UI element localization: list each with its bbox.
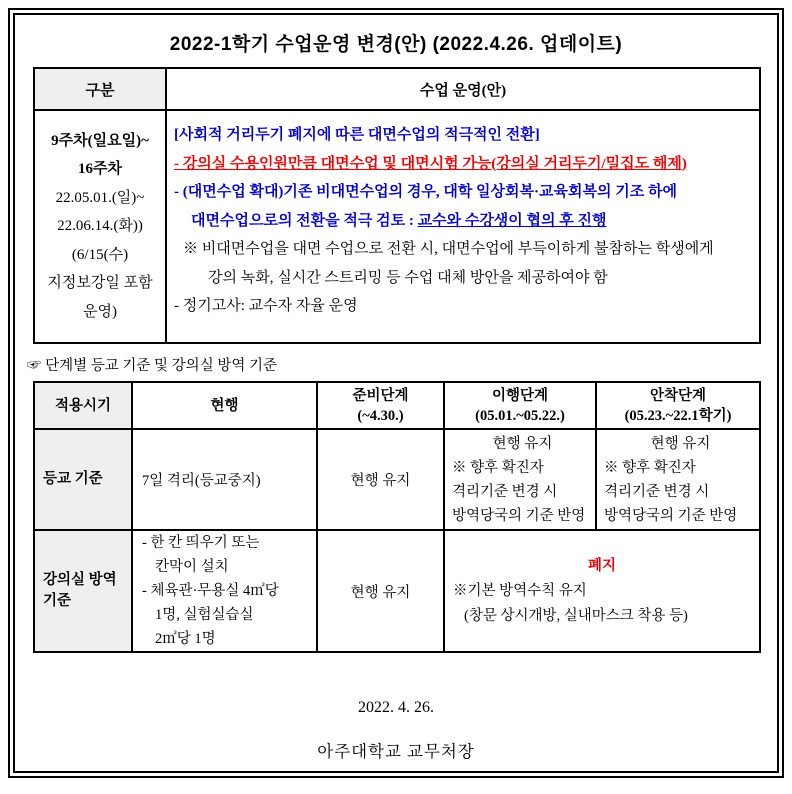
stage-line: 현행 유지 [492, 435, 553, 452]
current-line: - 한 칸 띄우기 또는 [142, 535, 260, 551]
header-line: (~4.30.) [357, 407, 404, 424]
header-line: 이행단계 [491, 387, 549, 404]
stage-line: ※ 향후 확진자 [452, 459, 544, 476]
settlement-stage-cell [596, 429, 760, 530]
class-operation-table [33, 67, 761, 344]
label-line: 기준 [43, 593, 72, 609]
table-header-row [34, 382, 760, 429]
content-red-line: - 강의실 수용인원만큼 대면수업 및 대면시험 가능(강의실 거리두기/밀집도 해제) [174, 155, 687, 172]
section-note: ☞ 단계별 등교 기준 및 강의실 방역 기준 [27, 358, 277, 374]
period-line: 22.06.14.(화)) [57, 218, 143, 235]
classroom-quarantine-row [34, 530, 760, 652]
period-cell [34, 110, 166, 343]
content-heading: [사회적 거리두기 폐지에 따른 대면수업의 적극적인 전환] [174, 127, 540, 143]
current-cell [132, 530, 317, 652]
content-line-prefix: 대면수업으로의 전환을 적극 검토 : [191, 212, 418, 229]
table-body-row [34, 110, 760, 343]
merged-abolished-cell [444, 530, 760, 652]
header-line: (05.01.~05.22.) [475, 407, 565, 424]
content-line [174, 207, 753, 236]
header-line: 안착단계 [649, 387, 707, 404]
content-line-underlined: 교수와 수강생이 협의 후 진행 [417, 212, 607, 229]
stage-line: 방역당국의 기준 반영 [452, 507, 586, 524]
row-label-cell [34, 530, 132, 652]
header-cell-prep [317, 382, 444, 429]
document-sheet [8, 8, 784, 778]
current-line: - 체육관·무용실 4㎡당 [142, 583, 279, 599]
period-line: 운영) [83, 303, 117, 320]
page-title: 2022-1학기 수업운영 변경(안) (2022.4.26. 업데이트) [169, 34, 623, 55]
stage-line: ※ 향후 확진자 [604, 459, 696, 476]
header-line: (05.23.~22.1학기) [624, 407, 732, 424]
merged-line: ※기본 방역수칙 유지 [453, 582, 587, 599]
current-line: 칸막이 설치 [155, 559, 229, 575]
header-cell-settlement [596, 382, 760, 429]
footer-organization: 아주대학교 교무처장 [317, 742, 475, 761]
prep-stage-cell: 현행 유지 [317, 530, 444, 652]
period-line: 22.05.01.(일)~ [55, 189, 145, 206]
stage-line: 방역당국의 기준 반영 [604, 507, 738, 524]
header-cell-period: 적용시기 [34, 382, 132, 429]
stage-line: 현행 유지 [650, 435, 711, 452]
attendance-criteria-row [34, 429, 760, 530]
stage-line: 격리기준 변경 시 [452, 483, 558, 500]
operation-content-cell [166, 110, 760, 343]
content-note-line: 강의 녹화, 실시간 스트리밍 등 수업 대체 방안을 제공하여야 함 [208, 269, 608, 286]
header-cell-current: 현행 [132, 382, 317, 429]
period-line: 9주차(일요일)~ [51, 132, 149, 149]
header-cell-implementation [444, 382, 596, 429]
merged-line: (창문 상시개방, 실내마스크 착용 등) [464, 607, 688, 624]
header-line: 준비단계 [352, 387, 409, 404]
content-line: - (대면수업 확대)기존 비대면수업의 경우, 대학 일상회복·교육회복의 기조 하에 [174, 184, 677, 200]
table-header-row [34, 68, 760, 110]
header-cell-category: 구분 [34, 68, 166, 110]
abolished-label: 폐지 [587, 557, 616, 574]
content-note-line: ※ 비대면수업을 대면 수업으로 전환 시, 대면수업에 부득이하게 불참하는 학생에게 [183, 241, 714, 257]
content-line: - 정기고사: 교수자 자율 운영 [174, 298, 358, 314]
current-line: 1명, 실험실습실 [155, 607, 254, 623]
stage-criteria-table [33, 381, 761, 653]
header-cell-operation: 수업 운영(안) [166, 68, 760, 110]
stage-line: 격리기준 변경 시 [604, 483, 710, 500]
label-line: 강의실 방역 [43, 572, 117, 588]
footer-date: 2022. 4. 26. [358, 699, 434, 716]
row-label-cell: 등교 기준 [34, 429, 132, 530]
period-line: (6/15(수) [71, 246, 129, 263]
period-line: 16주차 [78, 161, 122, 178]
current-cell: 7일 격리(등교중지) [132, 429, 317, 530]
current-line: 2㎡당 1명 [155, 631, 216, 647]
period-line: 지정보강일 포함 [47, 275, 153, 292]
prep-stage-cell: 현행 유지 [317, 429, 444, 530]
implementation-stage-cell [444, 429, 596, 530]
